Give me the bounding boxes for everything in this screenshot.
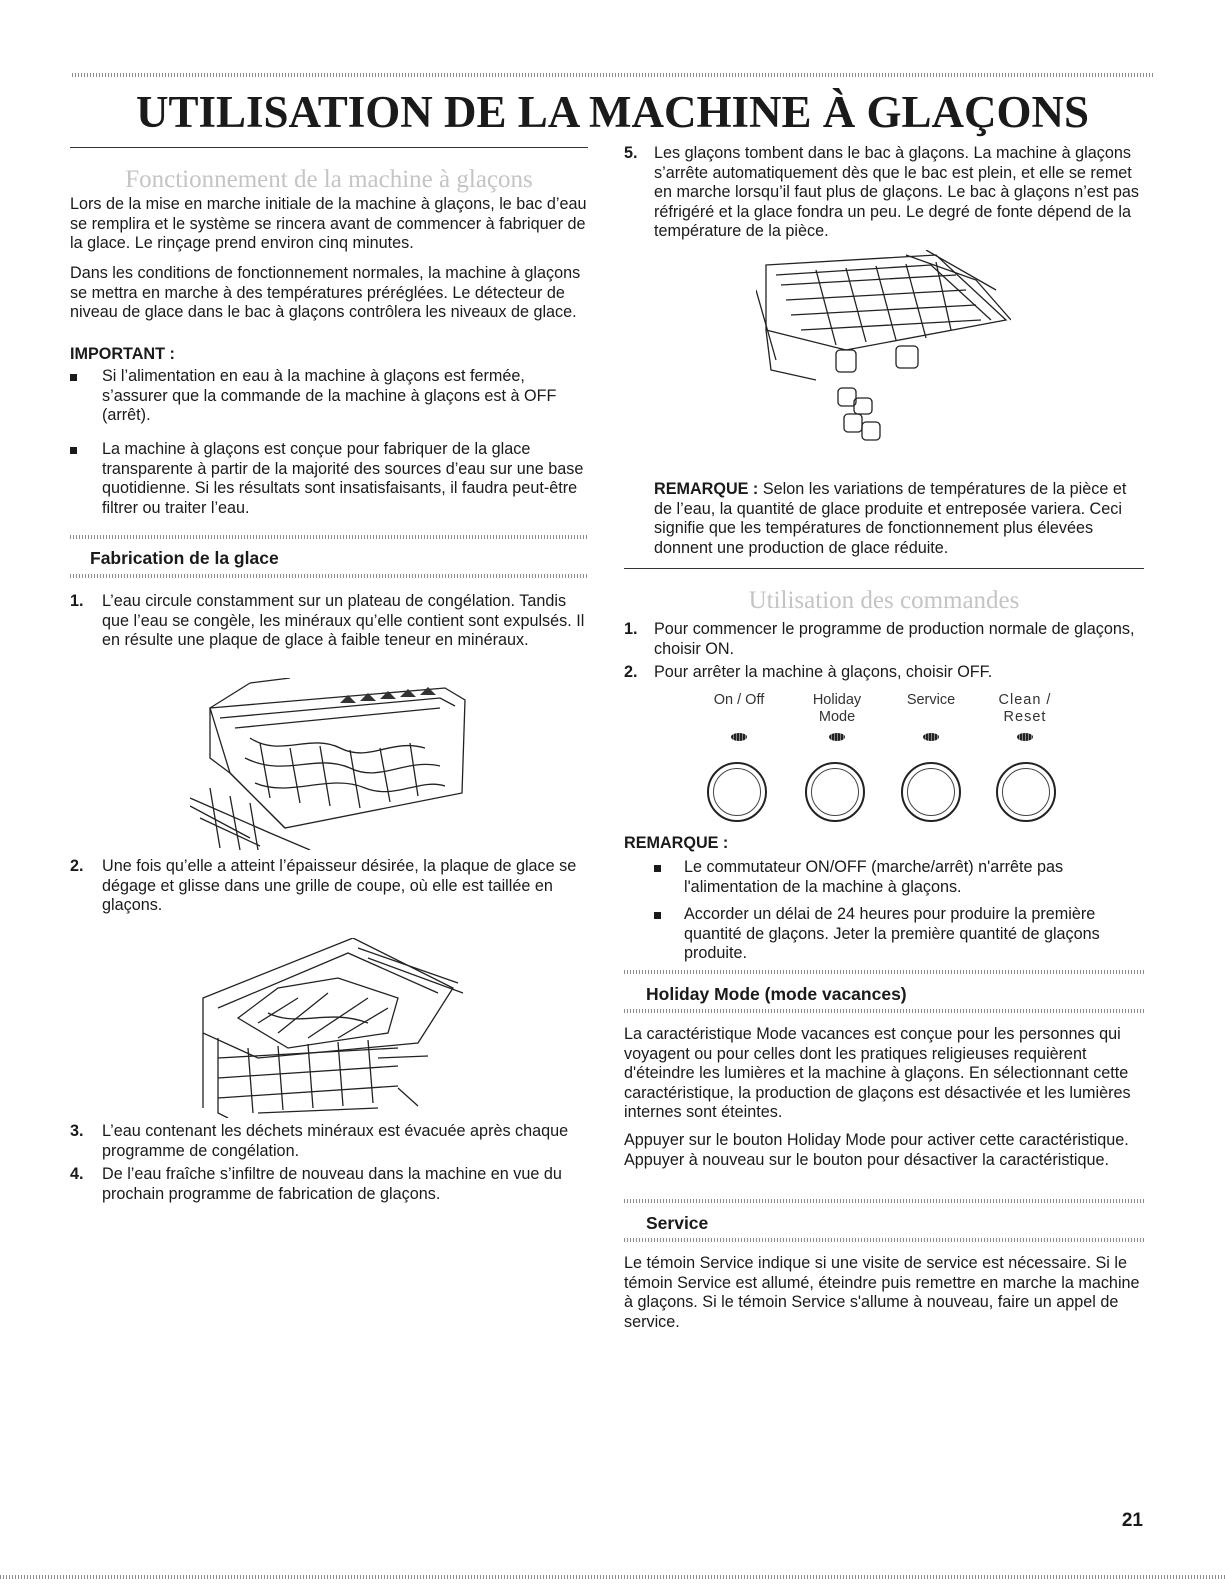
bullet-icon [70, 447, 77, 454]
step-number: 5. [624, 144, 638, 162]
remarque-bullet [654, 905, 1146, 964]
service-paragraph: Le témoin Service indique si une visite de service est nécessaire. Si le témoin Service est allumé, éteindre puis remettre en marche la machine à glaçons. Si le témoin Service s'allume à nouveau, faire un appel de service. [624, 1254, 1140, 1331]
control-label-line2: Mode [818, 709, 856, 725]
step-text: Pour arrêter la machine à glaçons, choisir OFF. [654, 663, 993, 681]
step-item [70, 1122, 588, 1161]
fab-rule-bottom [70, 574, 588, 578]
control-label-clean-reset [980, 692, 1070, 726]
remarque-label: REMARQUE : [654, 480, 759, 498]
step-text: L’eau contenant les déchets minéraux est évacuée après chaque programme de congélation. [102, 1122, 569, 1160]
remarque-1 [654, 480, 1146, 558]
step-item [70, 1165, 588, 1204]
control-label-service [886, 692, 976, 709]
bullet-text: La machine à glaçons est conçue pour fabriquer de la glace transparente à partir de la majorité des sources d’eau sur une base quotidienne. Si les résultats sont insatisfaisants, il faudra peut-être filtrer ou traiter l’eau. [102, 440, 584, 517]
control-label-holiday-mode [792, 692, 882, 726]
holiday-mode-button[interactable] [805, 762, 865, 822]
top-rule [72, 73, 1155, 77]
clean-reset-indicator-light [1017, 733, 1033, 741]
holiday-rule-bottom [624, 1009, 1146, 1013]
step-number: 3. [70, 1122, 84, 1140]
cmd-step-item [624, 663, 1146, 683]
intro-paragraph-2: Dans les conditions de fonctionnement normales, la machine à glaçons se mettra en marche à des températures préréglées. Le détecteur de niveau de glace dans le bac à glaçons contrôlera les niveaux de glace. [70, 264, 581, 321]
step-number: 1. [624, 620, 638, 638]
service-heading: Service [646, 1213, 709, 1233]
step-text: Une fois qu’elle a atteint l’épaisseur désirée, la plaque de glace se dégage et glisse dans une grille de coupe, où elle est taillée en glaçons. [102, 857, 577, 914]
step-item [70, 857, 588, 916]
remarque-2-label: REMARQUE : [624, 834, 729, 852]
holiday-rule-top [624, 970, 1146, 974]
step-number: 1. [70, 592, 84, 610]
bottom-rule [0, 1575, 1225, 1579]
important-bullet [70, 440, 588, 518]
section-rule-right [624, 568, 1144, 569]
freezing-plate-illustration [190, 678, 480, 850]
control-label-line1: Holiday [812, 692, 862, 708]
step-number: 4. [70, 1165, 84, 1183]
remarque-text: Selon les variations de températures de la pièce et de l’eau, la quantité de glace produite et entreposée variera. Ceci signifie que les températures de fonctionnement plus élevées donnent une production de glace réduite. [654, 480, 1127, 557]
page-number: 21 [1121, 1510, 1143, 1531]
step-number: 2. [70, 857, 84, 875]
intro-paragraph-1: Lors de la mise en marche initiale de la machine à glaçons, le bac d’eau se remplira et le système se rincera avant de commencer à fabriquer de la glace. Le rinçage prend environ cinq minutes. [70, 195, 587, 252]
bullet-text: Accorder un délai de 24 heures pour produire la première quantité de glaçons. Jeter la première quantité de glaçons produite. [684, 905, 1100, 962]
section-rule-left [70, 147, 588, 148]
control-label-line1: Clean / [998, 692, 1052, 708]
cmd-step-item [624, 620, 1146, 659]
remarque-bullet [654, 858, 1146, 897]
bullet-text: Si l’alimentation en eau à la machine à glaçons est fermée, s’assurer que la commande de la machine à glaçons est à OFF (arrêt). [102, 367, 557, 424]
section-heading-fonctionnement: Fonctionnement de la machine à glaçons [125, 166, 533, 193]
step-number: 2. [624, 663, 638, 681]
ice-bin-illustration [756, 250, 1011, 455]
bullet-icon [70, 374, 77, 381]
control-label-on-off [694, 692, 784, 709]
bullet-icon [654, 865, 661, 872]
holiday-paragraph-2: Appuyer sur le bouton Holiday Mode pour activer cette caractéristique. Appuyer à nouveau sur le bouton pour désactiver la caractéristique. [624, 1131, 1129, 1169]
step-text: Pour commencer le programme de production normale de glaçons, choisir ON. [654, 620, 1135, 658]
control-label-line2: On / Off [713, 692, 765, 708]
cutting-grid-illustration [198, 938, 473, 1118]
section-heading-commandes: Utilisation des commandes [748, 587, 1020, 614]
control-label-line2: Reset [1003, 709, 1047, 725]
page-title: UTILISATION DE LA MACHINE À GLAÇONS [135, 87, 1090, 137]
bullet-icon [654, 912, 661, 919]
step-item [624, 144, 1146, 242]
service-rule-top [624, 1199, 1146, 1203]
fab-rule-top [70, 535, 588, 539]
important-bullet [70, 367, 588, 426]
step-item [70, 592, 588, 651]
holiday-mode-heading: Holiday Mode (mode vacances) [646, 984, 907, 1004]
service-indicator-light [923, 733, 939, 741]
on-off-indicator-light [731, 733, 747, 741]
step-text: De l’eau fraîche s’infiltre de nouveau dans la machine en vue du prochain programme de fabrication de glaçons. [102, 1165, 562, 1203]
holiday-paragraph-1: La caractéristique Mode vacances est conçue pour les personnes qui voyagent ou pour celles dont les pratiques religieuses requièrent d'éteindre les lumières et la machine à glaçons. En sélectionnant cette caractéristique, la production de glaçons est désactivée et les lumières internes sont éteintes. [624, 1025, 1131, 1121]
service-rule-bottom [624, 1238, 1146, 1242]
fabrication-heading: Fabrication de la glace [90, 548, 279, 568]
step-text: Les glaçons tombent dans le bac à glaçons. La machine à glaçons s’arrête automatiquement dès que le bac est plein, et elle se remet en marche lorsqu’il faut plus de glaçons. Le bac à glaçons n’est pas réfrigéré et la glace fondra un peu. Le degré de fonte dépend de la température de la pièce. [654, 144, 1140, 240]
holiday-indicator-light [829, 733, 845, 741]
on-off-button[interactable] [707, 762, 767, 822]
clean-reset-button[interactable] [996, 762, 1056, 822]
step-text: L’eau circule constamment sur un plateau de congélation. Tandis que l’eau se congèle, les minéraux qu’elle contient sont expulsés. Il en résulte une plaque de glace à faible teneur en minéraux. [102, 592, 585, 649]
service-button[interactable] [901, 762, 961, 822]
bullet-text: Le commutateur ON/OFF (marche/arrêt) n'arrête pas l'alimentation de la machine à glaçons. [684, 858, 1064, 896]
control-label-line2: Service [906, 692, 956, 708]
important-label: IMPORTANT : [70, 345, 175, 363]
